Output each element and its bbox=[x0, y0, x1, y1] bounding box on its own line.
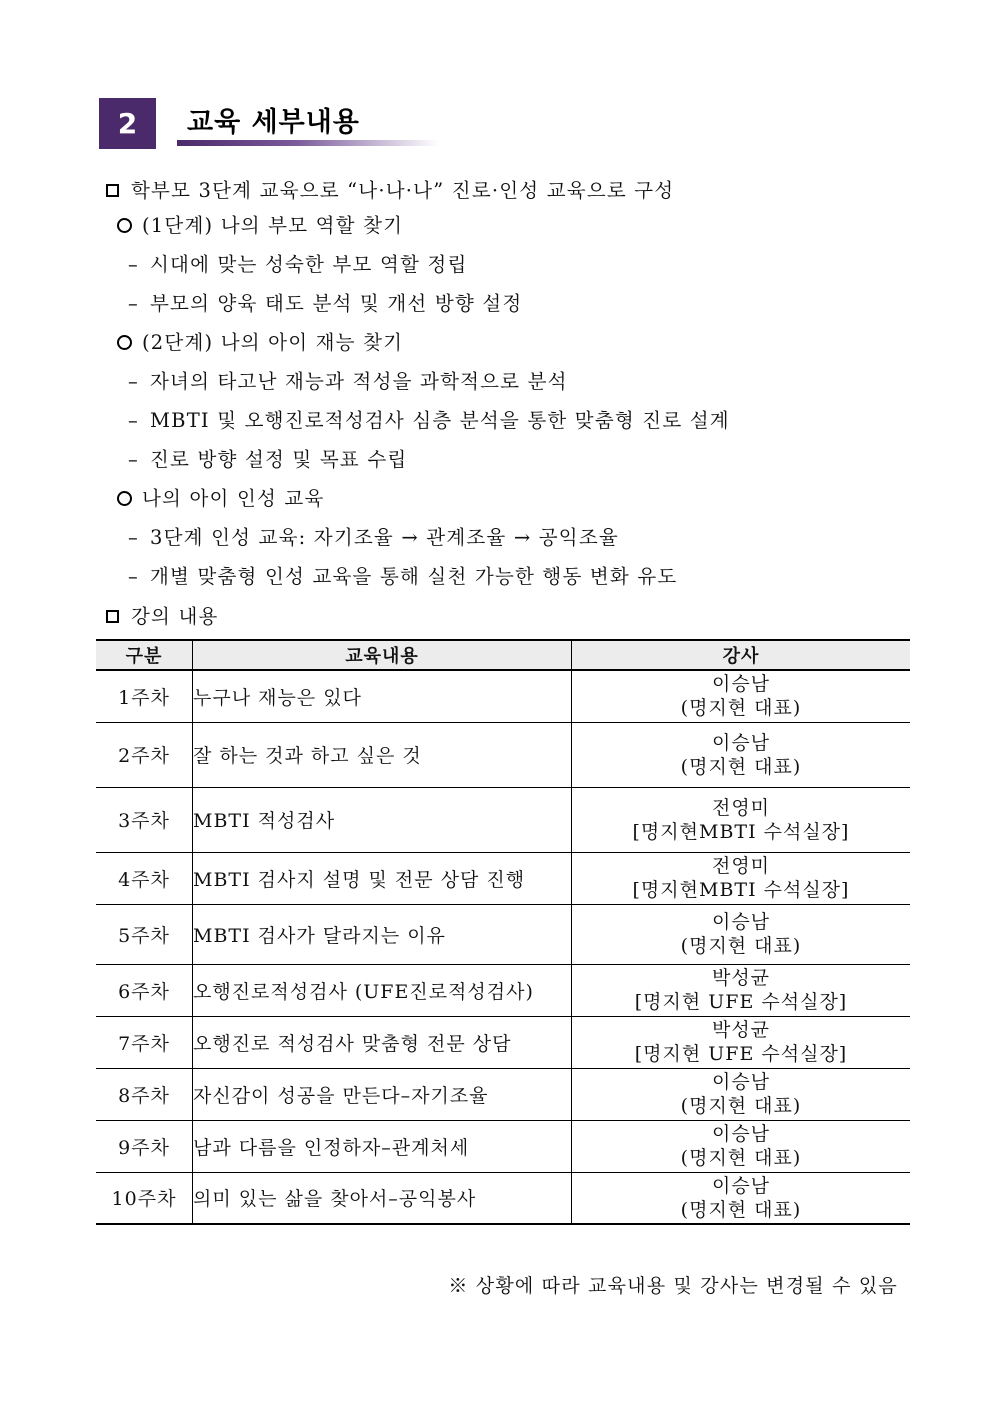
week-cell: 6주차 bbox=[96, 964, 193, 1016]
square-bullet-icon bbox=[106, 184, 119, 197]
section-title: 교육 세부내용 bbox=[187, 107, 360, 138]
content-cell: MBTI 적성검사 bbox=[193, 787, 572, 852]
intro-item-circle: (2단계) 나의 아이 재능 찾기 bbox=[117, 327, 403, 355]
instructor-title: (명지현 대표) bbox=[680, 1147, 802, 1169]
instructor-cell bbox=[572, 722, 911, 787]
week-cell: 3주차 bbox=[96, 787, 193, 852]
table-row bbox=[96, 964, 910, 1016]
instructor-cell bbox=[572, 852, 911, 904]
content-cell: 잘 하는 것과 하고 싶은 것 bbox=[193, 722, 572, 787]
instructor-name: 이승남 bbox=[711, 673, 771, 696]
intro-item-dash: – 자녀의 타고난 재능과 적성을 과학적으로 분석 bbox=[128, 370, 568, 393]
content-cell: MBTI 검사지 설명 및 전문 상담 진행 bbox=[193, 852, 572, 904]
instructor-name: 이승남 bbox=[711, 911, 771, 933]
content-cell: 남과 다름을 인정하자–관계처세 bbox=[193, 1120, 572, 1172]
intro-item-dash: – 시대에 맞는 성숙한 부모 역할 정립 bbox=[128, 253, 468, 276]
instructor-cell bbox=[572, 787, 911, 852]
instructor-title: (명지현 대표) bbox=[680, 697, 802, 720]
instructor-cell bbox=[572, 1120, 911, 1172]
table-row bbox=[96, 670, 910, 722]
circle-bullet-icon bbox=[117, 335, 132, 350]
dash-bullet-icon: – bbox=[128, 526, 139, 549]
intro-item-dash: – MBTI 및 오행진로적성검사 심층 분석을 통한 맞춤형 진로 설계 bbox=[128, 409, 730, 432]
table-row bbox=[96, 852, 910, 904]
week-cell: 4주차 bbox=[96, 852, 193, 904]
intro-item-circle: 나의 아이 인성 교육 bbox=[117, 483, 325, 511]
content-cell: 누구나 재능은 있다 bbox=[193, 670, 572, 722]
instructor-name: 이승남 bbox=[711, 1123, 771, 1145]
instructor-cell bbox=[572, 904, 911, 964]
intro-item-dash: – 3단계 인성 교육: 자기조율 → 관계조율 → 공익조율 bbox=[128, 526, 619, 549]
week-cell: 10주차 bbox=[96, 1172, 193, 1224]
table-row bbox=[96, 1016, 910, 1068]
dash-bullet-icon: – bbox=[128, 370, 139, 393]
instructor-cell bbox=[572, 670, 911, 722]
section-header bbox=[99, 98, 439, 150]
week-cell: 1주차 bbox=[96, 670, 193, 722]
intro-item-square: 학부모 3단계 교육으로 “나·나·나” 진로·인성 교육으로 구성 bbox=[106, 175, 674, 203]
header-instructor: 강사 bbox=[572, 640, 911, 670]
content-cell: 의미 있는 삶을 찾아서–공익봉사 bbox=[193, 1172, 572, 1224]
instructor-title: (명지현 대표) bbox=[680, 1095, 802, 1117]
dash-bullet-icon: – bbox=[128, 565, 139, 588]
week-cell: 9주차 bbox=[96, 1120, 193, 1172]
section-number-badge: 2 bbox=[99, 98, 156, 149]
instructor-cell bbox=[572, 964, 911, 1016]
content-cell: 오행진로적성검사 (UFE진로적성검사) bbox=[193, 964, 572, 1016]
instructor-title: (명지현 대표) bbox=[680, 755, 802, 778]
instructor-title: [명지현MBTI 수석실장] bbox=[632, 879, 850, 901]
instructor-title: (명지현 대표) bbox=[680, 1198, 802, 1221]
table-row bbox=[96, 722, 910, 787]
instructor-name: 박성균 bbox=[711, 967, 771, 989]
instructor-cell bbox=[572, 1068, 911, 1120]
week-cell: 2주차 bbox=[96, 722, 193, 787]
instructor-title: [명지현 UFE 수석실장] bbox=[634, 1043, 848, 1065]
instructor-title: [명지현MBTI 수석실장] bbox=[632, 820, 850, 843]
dash-bullet-icon: – bbox=[128, 448, 139, 471]
circle-bullet-icon bbox=[117, 491, 132, 506]
content-cell: MBTI 검사가 달라지는 이유 bbox=[193, 904, 572, 964]
instructor-cell bbox=[572, 1172, 911, 1224]
header-content: 교육내용 bbox=[193, 640, 572, 670]
dash-bullet-icon: – bbox=[128, 409, 139, 432]
header-week: 구분 bbox=[96, 640, 193, 670]
week-cell: 8주차 bbox=[96, 1068, 193, 1120]
section-title-underline bbox=[177, 140, 439, 146]
intro-item-square: 강의 내용 bbox=[106, 601, 219, 629]
instructor-name: 이승남 bbox=[711, 731, 771, 754]
instructor-name: 이승남 bbox=[711, 1174, 771, 1197]
week-cell: 5주차 bbox=[96, 904, 193, 964]
dash-bullet-icon: – bbox=[128, 253, 139, 276]
table-row bbox=[96, 904, 910, 964]
instructor-title: [명지현 UFE 수석실장] bbox=[634, 991, 848, 1013]
footnote: ※ 상황에 따라 교육내용 및 강사는 변경될 수 있음 bbox=[448, 1275, 898, 1297]
intro-item-dash: – 진로 방향 설정 및 목표 수립 bbox=[128, 448, 408, 471]
content-cell: 오행진로 적성검사 맞춤형 전문 상담 bbox=[193, 1016, 572, 1068]
circle-bullet-icon bbox=[117, 218, 132, 233]
instructor-name: 박성균 bbox=[711, 1019, 771, 1041]
table-row bbox=[96, 1172, 910, 1224]
instructor-name: 전영미 bbox=[711, 855, 771, 877]
intro-item-dash: – 부모의 양육 태도 분석 및 개선 방향 설정 bbox=[128, 292, 523, 315]
lecture-table bbox=[96, 639, 910, 1225]
instructor-title: (명지현 대표) bbox=[680, 935, 802, 957]
table-row bbox=[96, 787, 910, 852]
instructor-name: 이승남 bbox=[711, 1071, 771, 1093]
week-cell: 7주차 bbox=[96, 1016, 193, 1068]
dash-bullet-icon: – bbox=[128, 292, 139, 315]
instructor-cell bbox=[572, 1016, 911, 1068]
intro-item-circle: (1단계) 나의 부모 역할 찾기 bbox=[117, 210, 403, 238]
intro-item-dash: – 개별 맞춤형 인성 교육을 통해 실천 가능한 행동 변화 유도 bbox=[128, 565, 678, 588]
table-row bbox=[96, 1120, 910, 1172]
table-header-row bbox=[96, 640, 910, 670]
table-row bbox=[96, 1068, 910, 1120]
instructor-name: 전영미 bbox=[711, 796, 771, 819]
square-bullet-icon bbox=[106, 610, 119, 623]
content-cell: 자신감이 성공을 만든다–자기조율 bbox=[193, 1068, 572, 1120]
